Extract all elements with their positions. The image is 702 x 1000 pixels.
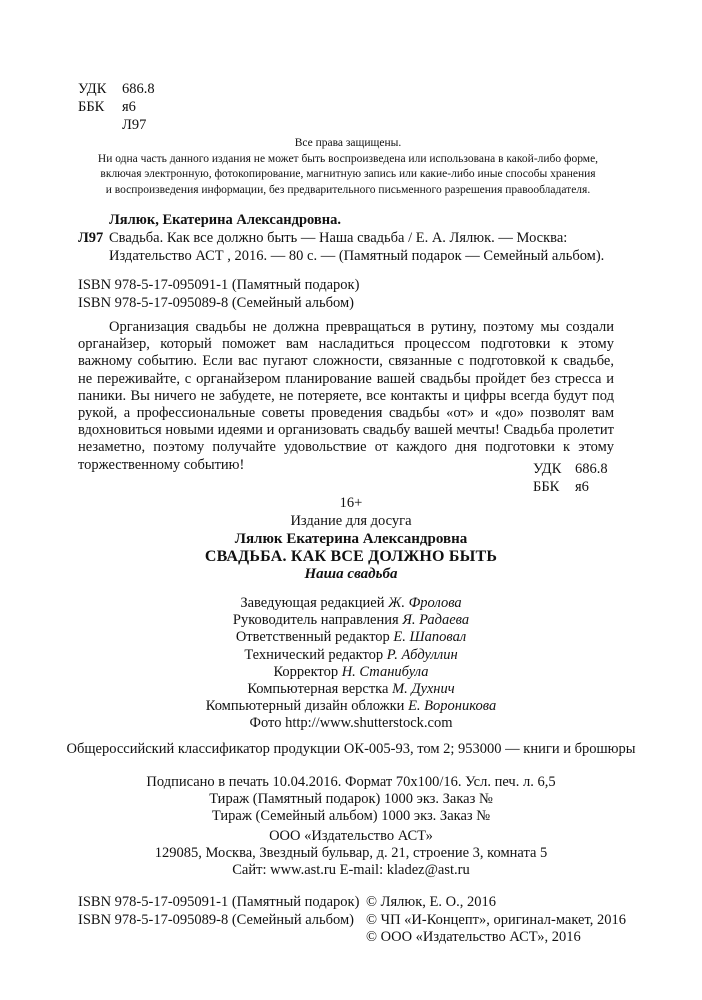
rights-line: Ни одна часть данного издания не может быть воспроизведена или использована в какой-либо форме,	[97, 152, 599, 165]
rights-line: включая электронную, фотокопирование, магнитную запись или какие-либо иные способы хранения	[100, 168, 596, 180]
photo-credit: Фото http://www.shutterstock.com	[249, 715, 453, 732]
credit-role: Корректор	[273, 663, 339, 680]
credit-name: Е. Ворониковa	[408, 698, 497, 715]
isbn-line: ISBN 978-5-17-095089-8 (Семейный альбом)	[78, 911, 354, 928]
print-line: Подписано в печать 10.04.2016. Формат 70x100/16. Усл. печ. л. 6,5	[146, 774, 556, 790]
author-sign: Л97	[122, 117, 147, 133]
publisher-address: 129085, Москва, Звездный бульвар, д. 21, строение 3, комната 5	[154, 845, 548, 862]
copyright-list	[366, 894, 626, 947]
edition-type: Издание для досуга	[290, 513, 412, 529]
credits-list	[0, 595, 702, 733]
credit-role: Руководитель направления	[232, 612, 399, 629]
credit-name: Н. Станибула	[341, 663, 429, 680]
credit-role: Заведующая редакцией	[240, 595, 385, 611]
credit-name: Р. Абдуллин	[386, 646, 458, 663]
isbn-line: ISBN 978-5-17-095089-8 (Семейный альбом)	[78, 294, 354, 311]
udk-value: 686.8	[122, 81, 155, 97]
udk-label: УДК	[533, 461, 562, 477]
credit-name: Ж. Фролова	[388, 595, 462, 611]
credit-line	[0, 629, 702, 646]
isbn-line: ISBN 978-5-17-095091-1 (Памятный подарок)	[78, 277, 360, 293]
age-rating: 16+	[339, 495, 363, 511]
udk-value: 686.8	[575, 461, 608, 477]
isbn-list-top	[78, 277, 359, 312]
credit-line	[0, 664, 702, 681]
credit-line	[0, 595, 702, 612]
credit-line	[0, 698, 702, 715]
bibliographic-record	[78, 230, 608, 265]
bbk-label: ББК	[78, 99, 105, 115]
udk-row	[78, 80, 155, 98]
book-subtitle: Наша свадьба	[304, 566, 398, 582]
credit-role: Ответственный редактор	[235, 629, 390, 646]
credit-role: Компьютерный дизайн обложки	[205, 698, 405, 715]
bbk-value: я6	[575, 479, 589, 495]
credit-line	[0, 681, 702, 698]
bibliographic-line: Свадьба. Как все должно быть — Наша свадьба / Е. А. Лялюк. — Москва:	[109, 230, 568, 246]
bbk-label: ББК	[533, 479, 560, 495]
bibliographic-line: Издательство АСТ , 2016. — 80 с. — (Памятный подарок — Семейный альбом).	[109, 247, 605, 264]
credit-line	[0, 647, 702, 664]
credit-line	[0, 612, 702, 629]
product-classifier: Общероссийский классификатор продукции ОК-005-93, том 2; 953000 — книги и брошюры	[66, 741, 636, 757]
rights-notice	[78, 136, 618, 198]
print-info	[0, 774, 702, 826]
book-author: Лялюк Екатерина Александровна	[234, 531, 468, 547]
book-title: СВАДЬБА. КАК ВСЕ ДОЛЖНО БЫТЬ	[204, 548, 498, 565]
credit-role: Технический редактор	[244, 646, 384, 663]
credit-name: М. Духнич	[392, 681, 455, 698]
isbn-list-bottom	[78, 894, 359, 929]
publisher-contacts: Сайт: www.ast.ru E-mail: kladez@ast.ru	[232, 862, 470, 879]
rights-line: Все права защищены.	[294, 137, 402, 149]
credit-role: Компьютерная верстка	[247, 681, 389, 698]
copyright-line: © ЧП «И-Концепт», оригинал-макет, 2016	[366, 911, 626, 928]
credit-name: Е. Шаповал	[393, 629, 467, 646]
bbk-value: я6	[122, 99, 136, 115]
publisher-name: ООО «Издательство АСТ»	[269, 828, 433, 844]
copyright-line: © ООО «Издательство АСТ», 2016	[366, 929, 581, 945]
udk-label: УДК	[78, 81, 107, 97]
abstract-paragraph: Организация свадьбы не должна превращаться в рутину, поэтому мы создали органайзер, который поможет вам насладиться процессом подготовки к этому важному событию. Если вас пугают сложности, связанные с подготовкой к свадьбе, не переживайте, с органайзером планирование вашей свадьбы пройдет без стресса и паники. Вы ничего не забудете, не потеряете, все контакты и цифры всегда будут под рукой, а профессиональные советы проведения свадьбы «от» и «до» позволят вам вдохновиться новыми идеями и организовать свадьбу вашей мечты! Свадьба пролетит незаметно, поэтому получайте удовольствие от каждого дня подготовки к этому торжественному событию!	[78, 319, 614, 473]
rights-line: и воспроизведения информации, без предварительного письменного разрешения правообладателя.	[105, 183, 591, 196]
bibliographic-author: Лялюк, Екатерина Александровна.	[109, 212, 341, 228]
print-line: Тираж (Памятный подарок) 1000 экз. Заказ №	[209, 791, 493, 808]
publisher-info	[0, 828, 702, 880]
bibliographic-code: Л97	[78, 230, 104, 246]
bbk-row	[78, 98, 136, 116]
isbn-line: ISBN 978-5-17-095091-1 (Памятный подарок)	[78, 894, 360, 910]
copyright-line: © Лялюк, Е. О., 2016	[366, 894, 496, 910]
credit-name: Я. Радаева	[402, 612, 470, 629]
classification-right	[533, 460, 608, 496]
print-line: Тираж (Семейный альбом) 1000 экз. Заказ №	[211, 808, 491, 825]
